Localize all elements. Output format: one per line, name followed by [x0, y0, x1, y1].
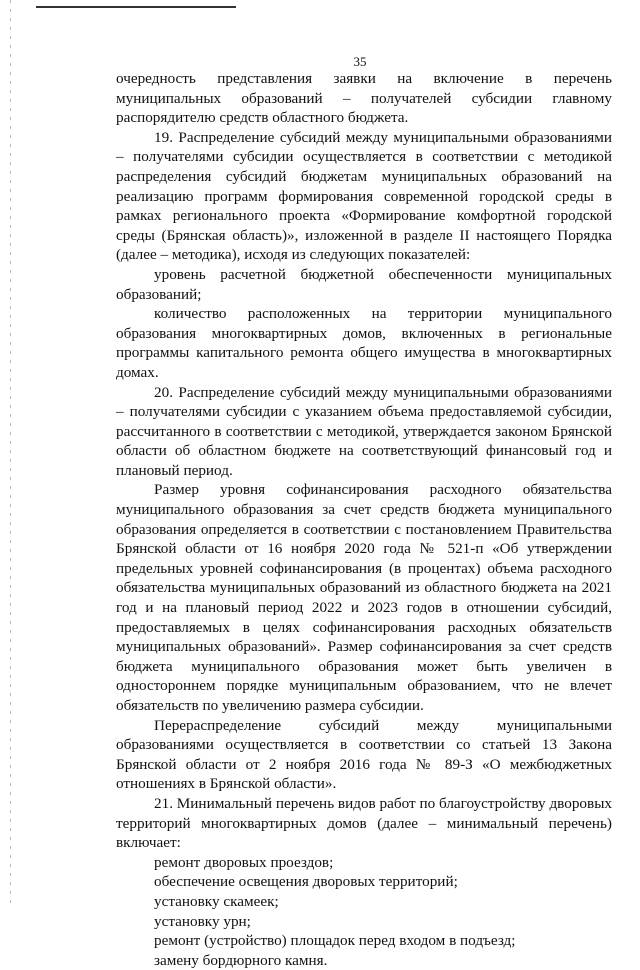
list-item: замену бордюрного камня. — [154, 951, 328, 969]
paragraph-21: 21. Минимальный перечень видов работ по благоустройству дворовых территорий многоквартирных домов (далее – минимальный перечень) включает: — [116, 794, 612, 852]
paragraph-continuation: очередность представления заявки на включение в перечень муниципальных образований – получателей субсидии главному распорядителю средств областного бюджета. — [116, 70, 612, 127]
indicator-apartment-buildings: количество расположенных на территории муниципального образования многоквартирных домов, включенных в региональные программы капитального ремонта общего имущества в многоквартирных домах. — [116, 305, 612, 381]
indicator-budget-provision: уровень расчетной бюджетной обеспеченности муниципальных образований; — [116, 265, 612, 303]
paragraph-19: 19. Распределение субсидий между муниципальными образованиями – получателями субсидии осуществляется в соответствии с методикой распределения субсидий бюджетам муниципальных образований на реализацию программ формирования современной городской среды в рамках регионального проекта «Формирование комфортной городской среды (Брянская область)», изложенной в разделе II настоящего Порядка (далее – методика), исходя из следующих показателей: — [116, 128, 612, 264]
page-number: 35 — [353, 54, 367, 69]
paragraph-cofinancing: Размер уровня софинансирования расходного обязательства муниципального образования за счет средств бюджета муниципального образования определяется в соответствии с постановлением Правительства Брянской области от 16 ноября 2020 года № 521-п «Об утверждении предельных уровней софинансирования (в процентах) объема расходного обязательства муниципальных образований из областного бюджета на 2021 год и на плановый период 2022 и 2023 годов в отношении субсидий, предоставляемых в целях софинансирования расходных обязательств муниципальных образований». Размер софинансирования за счет средств бюджета муниципального образования может быть увеличен в одностороннем порядке муниципальным образованием, что не влечет обязательств по увеличению размера субсидии. — [116, 481, 612, 714]
scan-edge — [10, 0, 11, 905]
paragraph-20: 20. Распределение субсидий между муниципальными образованиями – получателями субсидии с указанием объема предоставляемой субсидии, рассчитанного в соответствии с методикой, утверждается законом Брянской области об областном бюджете на соответствующий финансовый год и плановый период. — [116, 383, 612, 479]
list-item: установку скамеек; — [154, 892, 279, 910]
list-item: ремонт дворовых проездов; — [154, 853, 334, 871]
list-item: ремонт (устройство) площадок перед входом в подъезд; — [154, 932, 516, 950]
header-rule — [36, 6, 236, 8]
paragraph-redistribution: Перераспределение субсидий между муниципальными образованиями осуществляется в соответствии со статьей 13 Закона Брянской области от 2 ноября 2016 года № 89-З «О межбюджетных отношениях в Брянской области». — [116, 716, 612, 793]
document-body — [116, 69, 612, 970]
list-item: обеспечение освещения дворовых территорий; — [154, 873, 458, 891]
list-item: установку урн; — [154, 912, 251, 930]
